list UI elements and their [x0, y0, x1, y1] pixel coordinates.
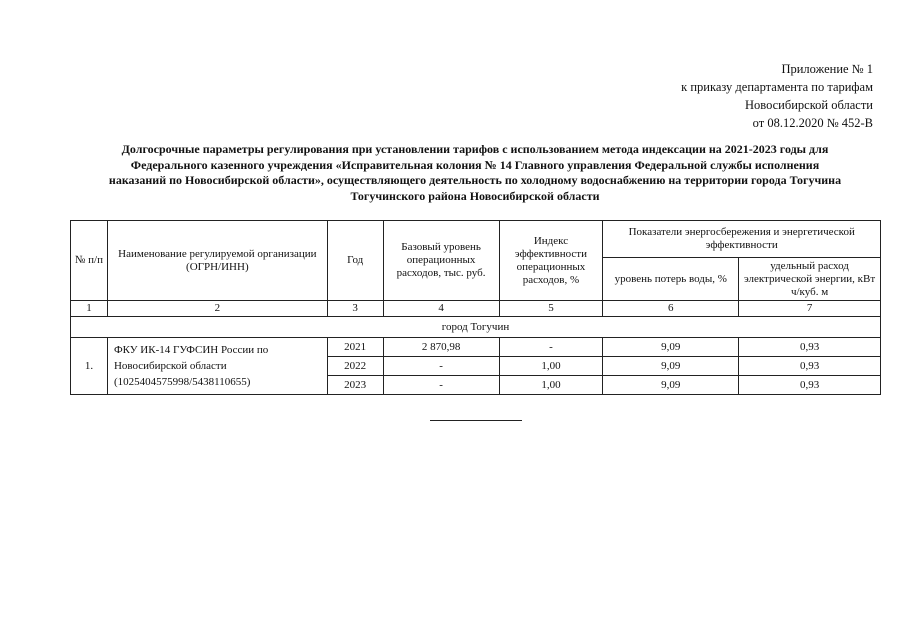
cell-water-loss: 9,09 — [603, 357, 739, 376]
appendix-block — [681, 60, 873, 132]
cell-water-loss: 9,09 — [603, 338, 739, 357]
entry-number: 1. — [71, 338, 108, 395]
header-water-loss: уровень потерь воды, % — [603, 258, 739, 301]
cell-specific-energy: 0,93 — [739, 357, 881, 376]
appendix-line: от 08.12.2020 № 452-В — [752, 116, 873, 130]
org-line: Новосибирской области — [113, 360, 227, 372]
cell-specific-energy: 0,93 — [739, 338, 881, 357]
group-row — [71, 317, 881, 338]
cell-efficiency-index: 1,00 — [499, 357, 603, 376]
appendix-line: к приказу департамента по тарифам — [681, 80, 873, 94]
cell-base-cost: 2 870,98 — [383, 338, 499, 357]
column-number: 5 — [499, 301, 603, 317]
column-number-row — [71, 301, 881, 317]
cell-year: 2021 — [327, 338, 383, 357]
column-number: 2 — [107, 301, 327, 317]
cell-efficiency-index: - — [499, 338, 603, 357]
column-number: 1 — [71, 301, 108, 317]
column-number: 7 — [739, 301, 881, 317]
title-line: наказаний по Новосибирской области», осуществляющего деятельность по холодному водоснабжению на территории города Тогучина — [108, 173, 842, 187]
org-line: (1025404575998/5438110655) — [113, 376, 251, 388]
header-year: Год — [327, 221, 383, 301]
group-label: город Тогучин — [71, 317, 881, 338]
header-specific-energy: удельный расход электрической энергии, кВт ч/куб. м — [739, 258, 881, 301]
cell-specific-energy: 0,93 — [739, 376, 881, 395]
end-divider — [430, 420, 522, 421]
header-energy-group: Показатели энергосбережения и энергетической эффективности — [603, 221, 881, 258]
table-row — [71, 338, 881, 357]
cell-year: 2023 — [327, 376, 383, 395]
column-number: 3 — [327, 301, 383, 317]
appendix-line: Новосибирской области — [744, 98, 873, 112]
header-org: Наименование регулируемой организации (ОГРН/ИНН) — [107, 221, 327, 301]
cell-base-cost: - — [383, 376, 499, 395]
header-base-cost: Базовый уровень операционных расходов, тыс. руб. — [383, 221, 499, 301]
document-title — [70, 142, 880, 204]
header-row — [71, 221, 881, 258]
title-line: Долгосрочные параметры регулирования при установлении тарифов с использованием метода индексации на 2021-2023 годы для — [121, 142, 829, 156]
column-number: 6 — [603, 301, 739, 317]
org-line: ФКУ ИК-14 ГУФСИН России по — [113, 344, 269, 356]
cell-efficiency-index: 1,00 — [499, 376, 603, 395]
cell-year: 2022 — [327, 357, 383, 376]
title-line: Федерального казенного учреждения «Исправительная колония № 14 Главного управления Федеральной службы исполнения — [130, 157, 820, 172]
appendix-line: Приложение № 1 — [781, 62, 873, 76]
header-num: № п/п — [71, 221, 108, 301]
organization-name — [107, 338, 327, 395]
tariff-parameters-table — [70, 220, 881, 395]
header-efficiency-index: Индекс эффективности операционных расходов, % — [499, 221, 603, 301]
column-number: 4 — [383, 301, 499, 317]
title-line: Тогучинского района Новосибирской области — [350, 188, 600, 203]
cell-water-loss: 9,09 — [603, 376, 739, 395]
cell-base-cost: - — [383, 357, 499, 376]
